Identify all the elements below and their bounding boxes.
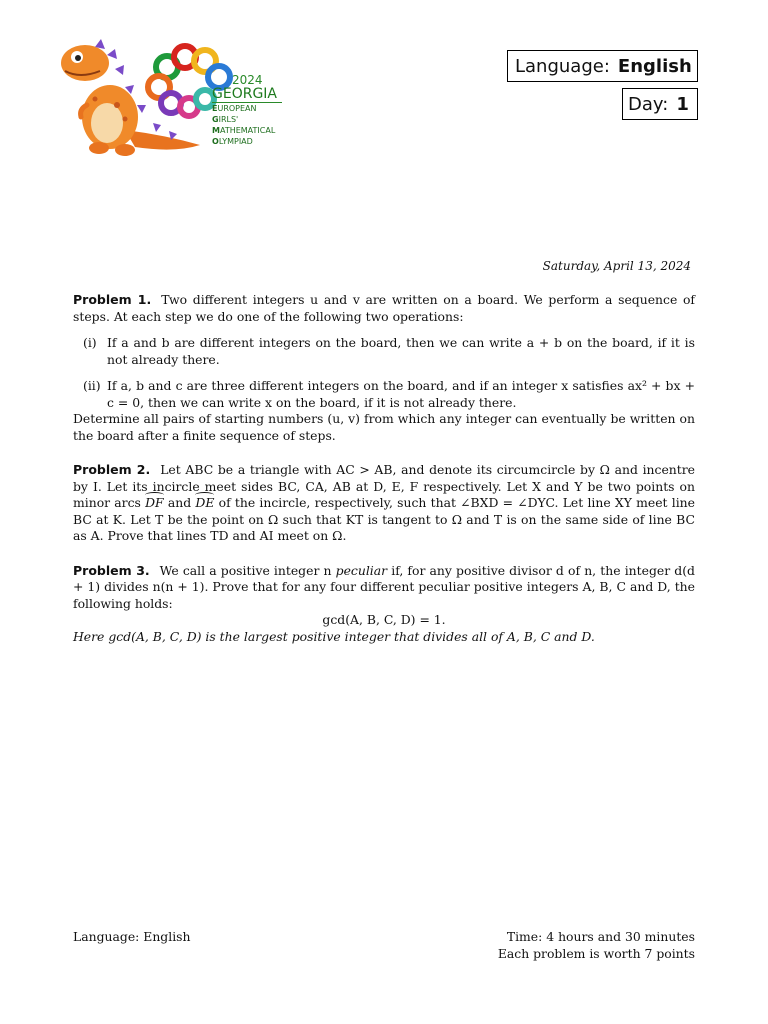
day-value: 1 bbox=[676, 93, 689, 115]
egmo-logo-text bbox=[212, 74, 302, 147]
problem-1 bbox=[73, 292, 695, 325]
logo-line-olympiad: OLYMPIAD bbox=[212, 137, 253, 146]
problem-1-intro: Two different integers u and v are written on a board. We perform a sequence of steps. At each step we do one of the following two operations: bbox=[73, 292, 696, 324]
problem-3-text-a: We call a positive integer n bbox=[159, 562, 336, 578]
logo-line-european: EUROPEAN bbox=[212, 104, 257, 113]
day-label: Day: bbox=[628, 93, 669, 115]
problem-1-item-i bbox=[83, 335, 695, 368]
logo-line-girls: GIRLS' bbox=[212, 115, 239, 124]
peculiar-term: peculiar bbox=[335, 562, 388, 578]
exam-date: Saturday, April 13, 2024 bbox=[542, 259, 691, 273]
footer-time: Time: 4 hours and 30 minutes bbox=[506, 929, 695, 944]
problem-1-conclusion: Determine all pairs of starting numbers (u, v) from which any integer can eventually be written on the board after a finite sequence of steps. bbox=[73, 411, 695, 443]
logo-year: 2024 bbox=[232, 73, 263, 87]
footer-points: Each problem is worth 7 points bbox=[497, 945, 695, 961]
logo-line-mathematical: MATHEMATICAL bbox=[212, 126, 276, 135]
arc-de: DE bbox=[195, 495, 215, 510]
problem-2-text-a: Let ABC be a triangle with AC > AB, and denote its circumcircle by Ω and incentre by I. Let its incircle meet sides BC, CA, AB at D, E, F respectively. Let X and Y be two points on minor arcs bbox=[73, 462, 695, 510]
gcd-note: Here gcd(A, B, C, D) is the largest positive integer that divides all of A, B, C and D. bbox=[73, 628, 595, 644]
day-box bbox=[622, 88, 698, 120]
item-text: If a and b are different integers on the board, then we can write a + b on the board, if it is not already there. bbox=[107, 335, 695, 367]
language-value: English bbox=[617, 55, 692, 77]
problems-section bbox=[73, 292, 695, 645]
problem-1-title: Problem 1. bbox=[73, 292, 152, 307]
language-label: Language: bbox=[515, 55, 610, 77]
problem-3-title: Problem 3. bbox=[73, 562, 150, 578]
logo-country: GEORGIA bbox=[212, 87, 282, 103]
problem-2-title: Problem 2. bbox=[73, 462, 151, 477]
problem-3 bbox=[73, 563, 695, 613]
arc-df: DF bbox=[145, 495, 164, 510]
problem-3-text-b: if, for any positive divisor d of n, the integer d(d + 1) divides n(n + 1). Prove that for any four different peculiar positive integers A, B, C and D, the following holds: bbox=[73, 562, 695, 611]
item-label: (ii) bbox=[83, 378, 101, 393]
problem-1-item-ii bbox=[83, 378, 695, 411]
problem-2-text-b: and bbox=[163, 495, 196, 510]
problem-2 bbox=[73, 462, 695, 545]
gcd-formula: gcd(A, B, C, D) = 1. bbox=[322, 612, 446, 627]
footer-language: Language: English bbox=[73, 929, 191, 944]
item-label: (i) bbox=[83, 335, 97, 350]
language-box bbox=[507, 50, 698, 82]
footer-info bbox=[498, 929, 695, 962]
problem-2-text-c: of the incircle, respectively, such that ∠BXD = ∠DYC. Let line XY meet line BC at K. Let T be the point on Ω such that KT is tangent to Ω and T is on the same side of line BC as A. Prove that lines TD and AI meet on Ω. bbox=[73, 495, 695, 543]
item-text: If a, b and c are three different integers on the board, and if an integer x satisfies ax² + bx + c = 0, then we can write x on the board, if it is not already there. bbox=[107, 378, 695, 410]
